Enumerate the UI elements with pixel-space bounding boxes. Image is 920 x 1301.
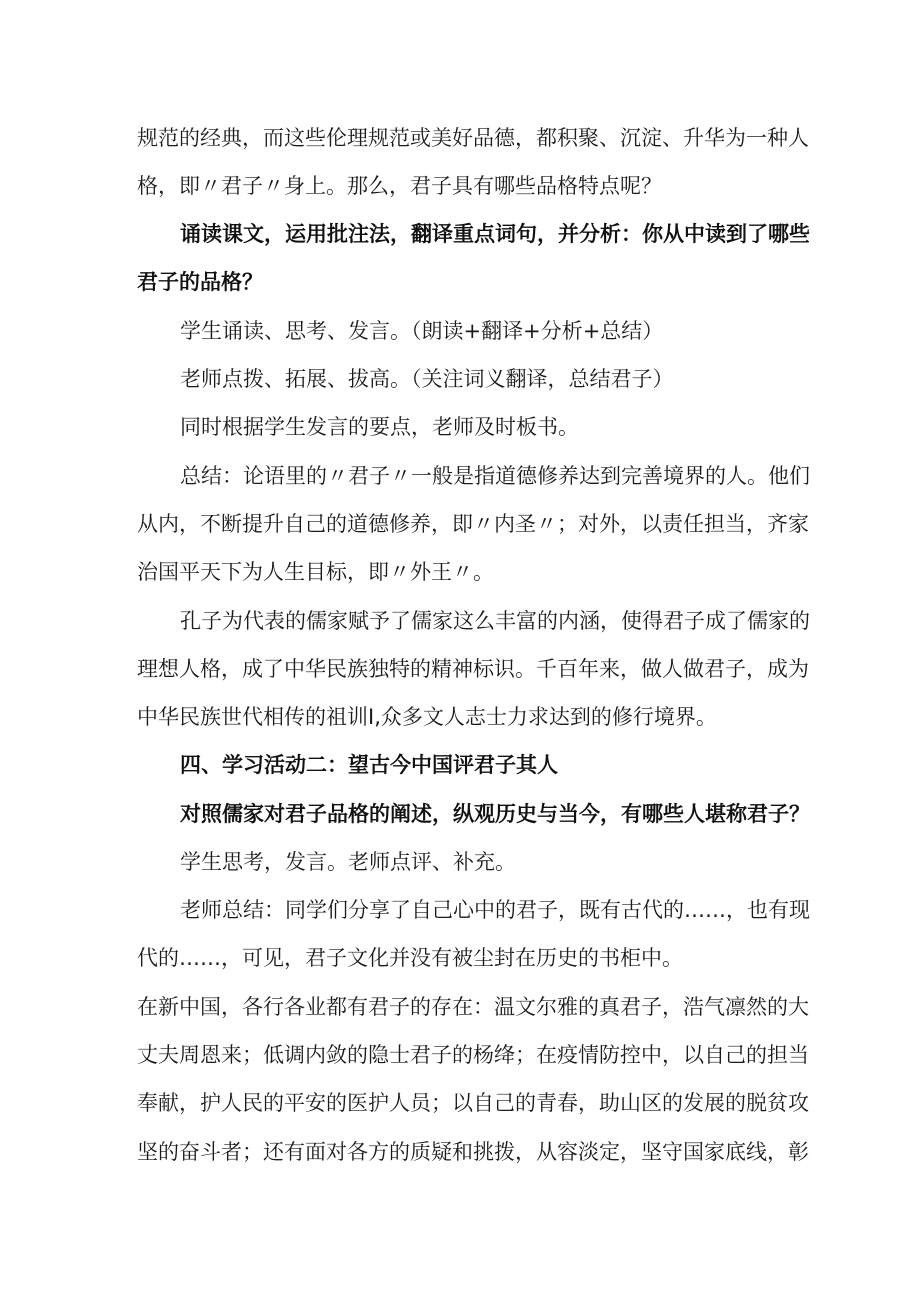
teacher-summary-line-1: 老师总结：同学们分享了自己心中的君子，既有古代的……，也有现: [180, 898, 810, 922]
summary-line-3: 治国平天下为人生目标，即〃外王〃。: [137, 560, 494, 584]
heading-question: 对照儒家对君子品格的阐述，纵观历史与当今，有哪些人堪称君子？: [180, 802, 810, 826]
text-line-2: 格，即〃君子〃身上。那么，君子具有哪些品格特点呢？: [137, 174, 662, 198]
new-china-line-3: 奉献，护人民的平安的医护人员；以自己的青春，助山区的发展的脱贫攻: [137, 1091, 809, 1115]
summary-line-2: 从内，不断提升自己的道德修养，即〃内圣〃；对外，以责任担当，齐家: [137, 512, 809, 536]
text-line-teacher-guidance: 老师点拨、拓展、拔高。（关注词义翻译，总结君子）: [180, 367, 674, 391]
new-china-line-2: 丈夫周恩来；低调内敛的隐士君子的杨绛；在疫情防控中，以自己的担当: [137, 1043, 809, 1067]
paragraph-line-3: 中华民族世代相传的祖训I,众多文人志士力求达到的修行境界。: [137, 705, 717, 729]
summary-line-1: 总结：论语里的〃君子〃一般是指道德修养达到完善境界的人。他们: [180, 464, 810, 488]
paragraph-line-2: 理想人格，成了中华民族独特的精神标识。千百年来，做人做君子，成为: [137, 657, 809, 681]
new-china-line-1: 在新中国，各行各业都有君子的存在：温文尔雅的真君子，浩气凛然的大: [137, 995, 809, 1019]
new-china-line-4: 坚的奋斗者；还有面对各方的质疑和挑拨，从容淡定，坚守国家底线，彰: [137, 1140, 809, 1164]
text-line-student-thinking: 学生思考，发言。老师点评、补充。: [180, 850, 516, 874]
text-line-1: 规范的经典，而这些伦理规范或美好品德，都积聚、沉淀、升华为一种人: [137, 126, 809, 150]
heading-task-line-1: 诵读课文，运用批注法，翻译重点词句，并分析：你从中读到了哪些: [180, 222, 810, 246]
paragraph-line-1: 孔子为代表的儒家赋予了儒家这么丰富的内涵，使得君子成了儒家的: [180, 609, 810, 633]
heading-task-line-2: 君子的品格？: [137, 270, 263, 294]
text-line-blackboard: 同时根据学生发言的要点，老师及时板书。: [180, 415, 579, 439]
section-heading-activity-two: 四、学习活动二：望古今中国评君子其人: [180, 753, 558, 777]
text-line-student-activity: 学生诵读、思考、发言。（朗读+翻译+分析+总结）: [180, 319, 664, 343]
teacher-summary-line-2: 代的……，可见，君子文化并没有被尘封在历史的书柜中。: [137, 946, 683, 970]
